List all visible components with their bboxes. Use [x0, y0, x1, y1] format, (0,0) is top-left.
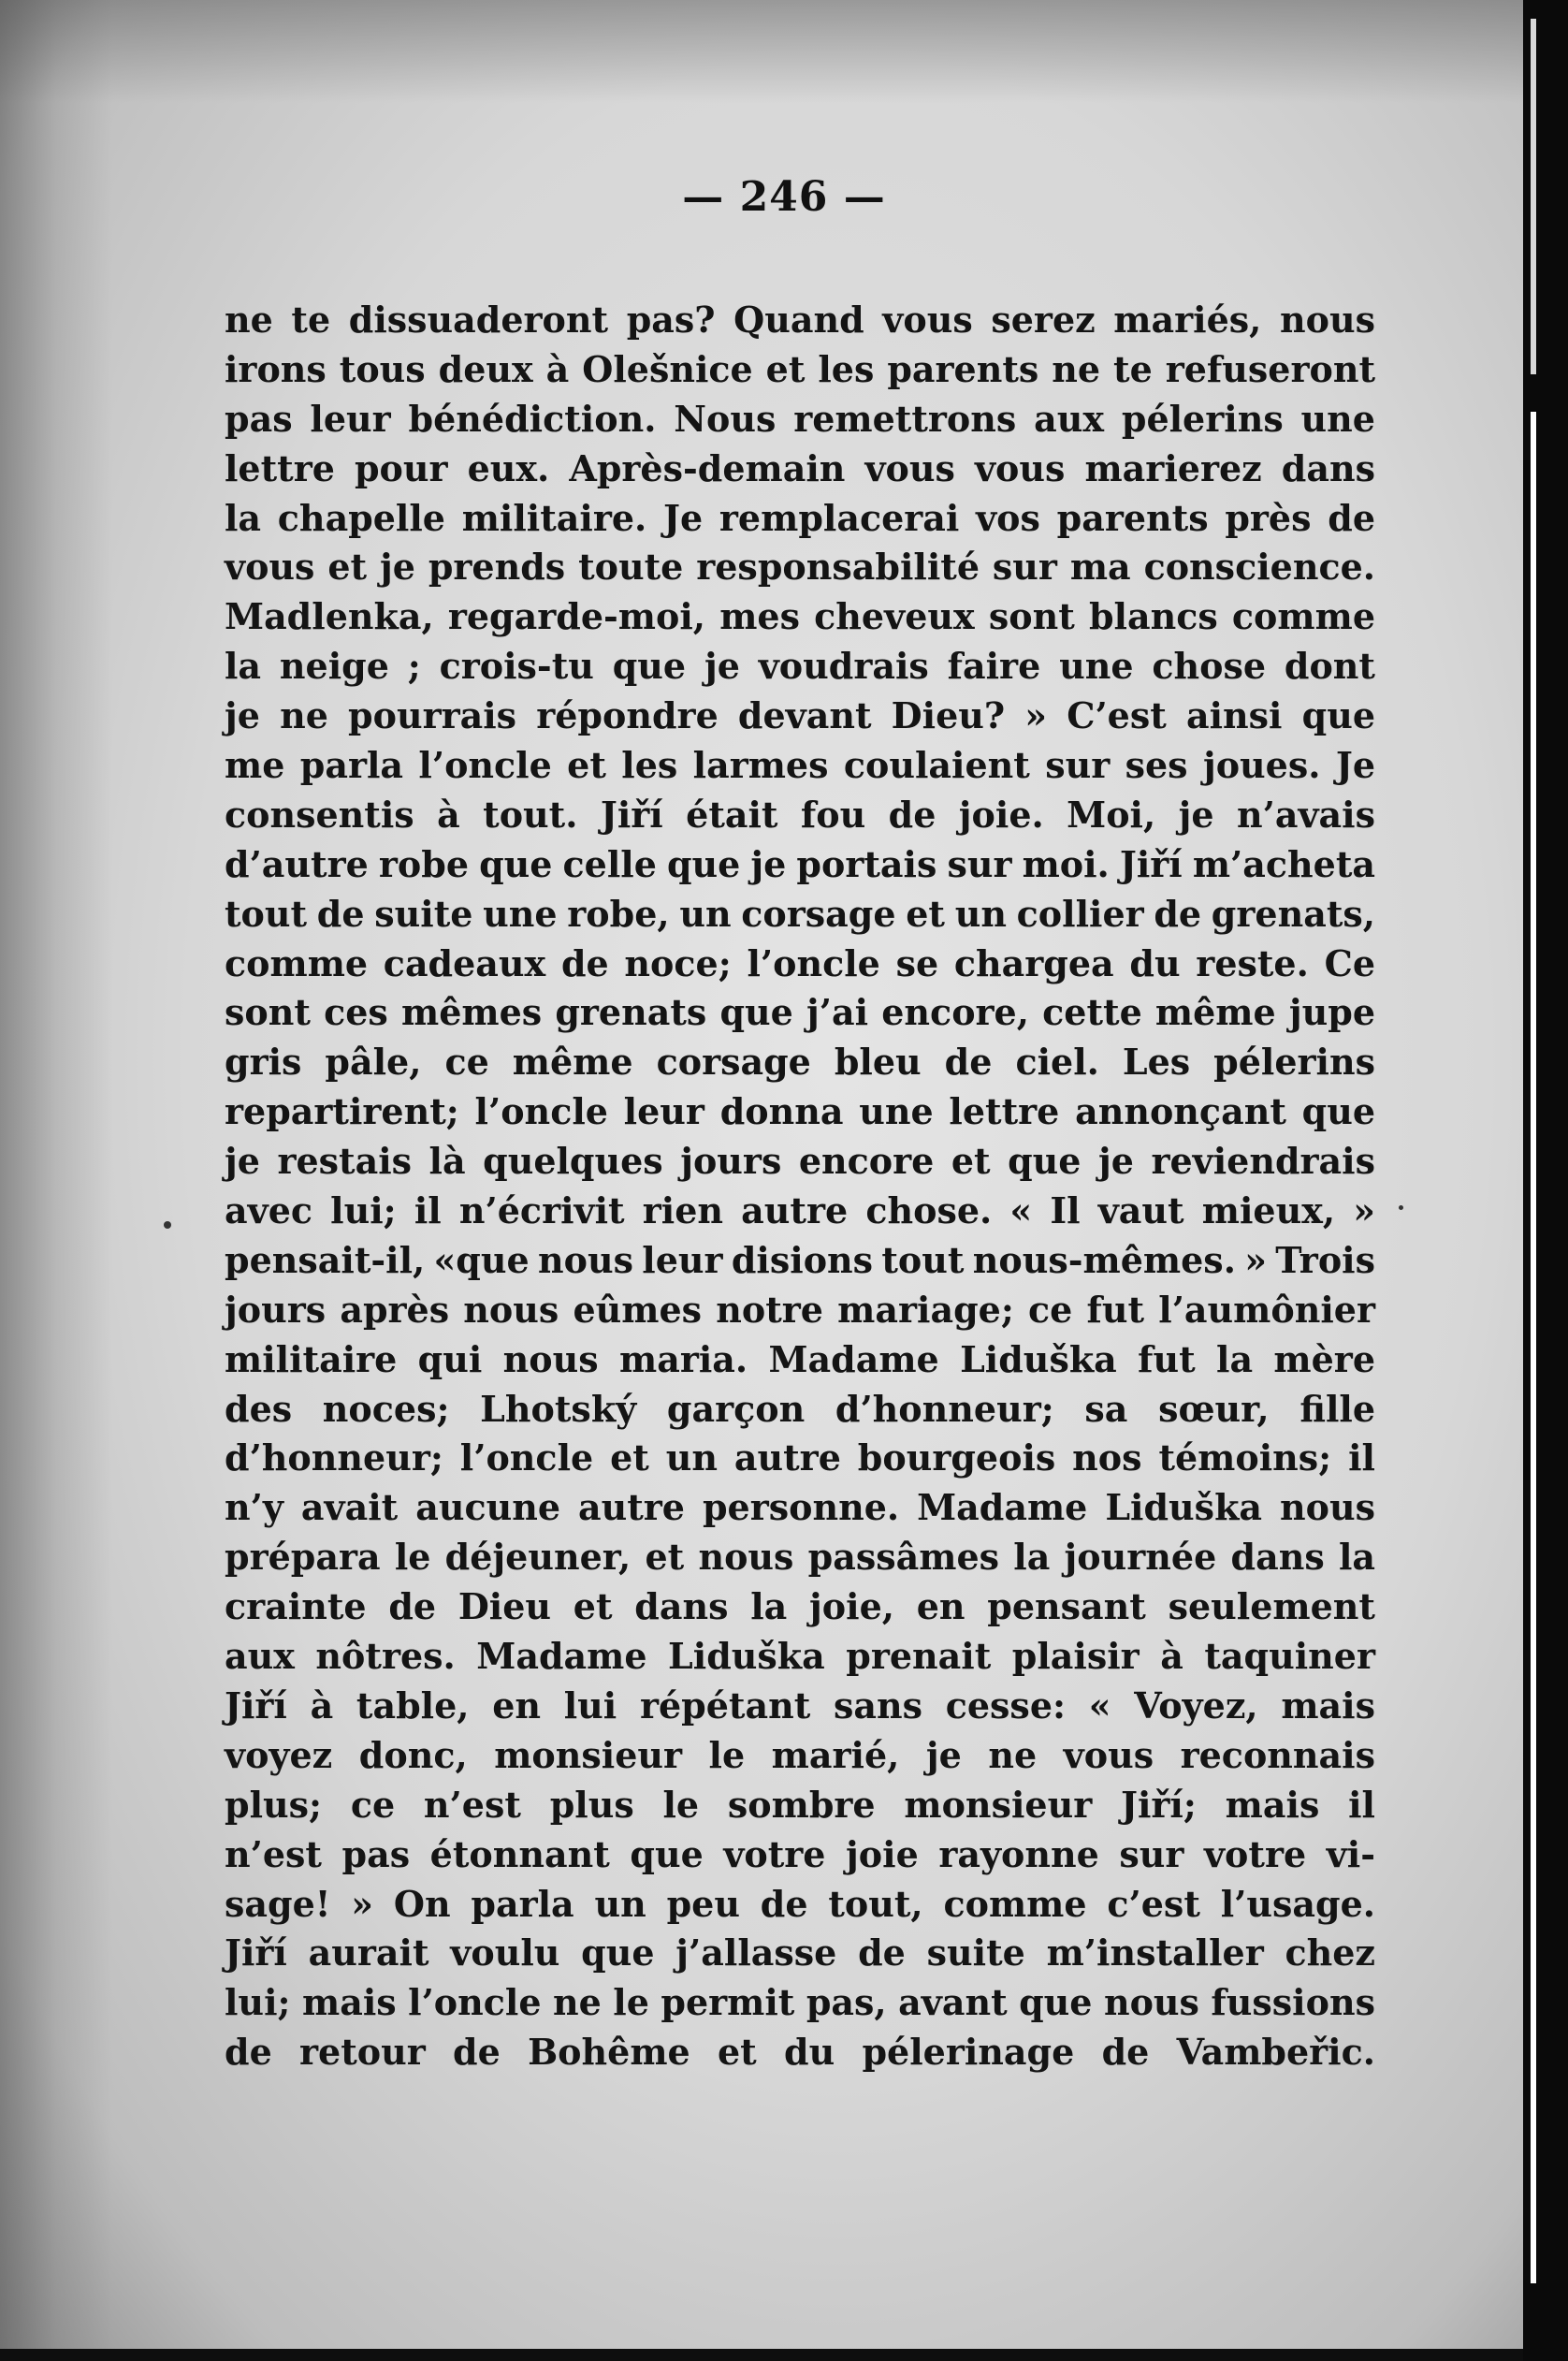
text-line: des noces; Lhotský garçon d’honneur; sa sœur, fille: [225, 1387, 1375, 1430]
text-line: ne te dissuaderont pas? Quand vous serez mariés, nous: [225, 299, 1375, 341]
text-line: lettre pour eux. Après-demain vous vous marierez dans: [225, 446, 1375, 489]
ink-speck: [1399, 1205, 1403, 1210]
text-line: de retour de Bohême et du pélerinage de Vambeřic.: [225, 2031, 1375, 2074]
book-edge-highlight: [1531, 412, 1536, 2283]
text-line: vous et je prends toute responsabilité sur ma conscience.: [225, 546, 1375, 589]
text-line: je restais là quelques jours encore et que je reviendrais: [225, 1140, 1375, 1183]
text-line: pas leur bénédiction. Nous remettrons aux pélerins une: [225, 397, 1375, 440]
text-line: voyez donc, monsieur le marié, je ne vous reconnais: [225, 1733, 1375, 1776]
text-line: la chapelle militaire. Je remplacerai vos parents près de: [225, 496, 1375, 539]
text-line: sont ces mêmes grenats que j’ai encore, cette même jupe: [225, 991, 1375, 1034]
text-line: comme cadeaux de noce; l’oncle se chargea du reste. Ce: [225, 941, 1375, 984]
text-line: d’autre robe que celle que je portais sur moi. Jiří m’acheta: [225, 842, 1375, 885]
text-line: je ne pourrais répondre devant Dieu? » C’est ainsi que: [225, 694, 1375, 737]
text-line: Jiří à table, en lui répétant sans cesse: « Voyez, mais: [225, 1683, 1375, 1727]
text-line: lui; mais l’oncle ne le permit pas, avant que nous fussions: [225, 1981, 1375, 2024]
text-line: me parla l’oncle et les larmes coulaient sur ses joues. Je: [225, 744, 1375, 787]
text-line: sage! » On parla un peu de tout, comme c’est l’usage.: [225, 1882, 1375, 1925]
text-line: jours après nous eûmes notre mariage; ce fut l’aumônier: [225, 1288, 1375, 1331]
text-line: avec lui; il n’écrivit rien autre chose. « Il vaut mieux, »: [225, 1189, 1375, 1232]
text-line: gris pâle, ce même corsage bleu de ciel. Les pélerins: [225, 1041, 1375, 1084]
page-number: — 246 —: [682, 173, 886, 221]
text-line: prépara le déjeuner, et nous passâmes la journée dans la: [225, 1536, 1375, 1579]
text-line: consentis à tout. Jiří était fou de joie. Moi, je n’avais: [225, 793, 1375, 836]
text-line: la neige ; crois-tu que je voudrais faire une chose dont: [225, 645, 1375, 688]
text-line: crainte de Dieu et dans la joie, en pensant seulement: [225, 1585, 1375, 1628]
ink-speck: [164, 1221, 171, 1229]
text-line: aux nôtres. Madame Liduška prenait plaisir à taquiner: [225, 1635, 1375, 1678]
body-text: [225, 296, 1375, 2077]
text-line: plus; ce n’est plus le sombre monsieur Jiří; mais il: [225, 1783, 1375, 1826]
text-line: repartirent; l’oncle leur donna une lettre annonçant que: [225, 1090, 1375, 1133]
text-line: irons tous deux à Olešnice et les parents ne te refuseront: [225, 347, 1375, 390]
text-line: tout de suite une robe, un corsage et un collier de grenats,: [225, 892, 1375, 935]
text-line: Jiří aurait voulu que j’allasse de suite m’installer chez: [225, 1931, 1375, 1975]
text-line: Madlenka, regarde-moi, mes cheveux sont blancs comme: [225, 595, 1375, 638]
text-line: pensait-il, «que nous leur disions tout nous-mêmes. » Trois: [225, 1238, 1375, 1281]
text-line: n’est pas étonnant que votre joie rayonne sur votre vi-: [225, 1832, 1375, 1875]
text-line: militaire qui nous maria. Madame Liduška fut la mère: [225, 1337, 1375, 1380]
text-line: d’honneur; l’oncle et un autre bourgeois nos témoins; il: [225, 1436, 1375, 1479]
text-line: n’y avait aucune autre personne. Madame Liduška nous: [225, 1486, 1375, 1529]
